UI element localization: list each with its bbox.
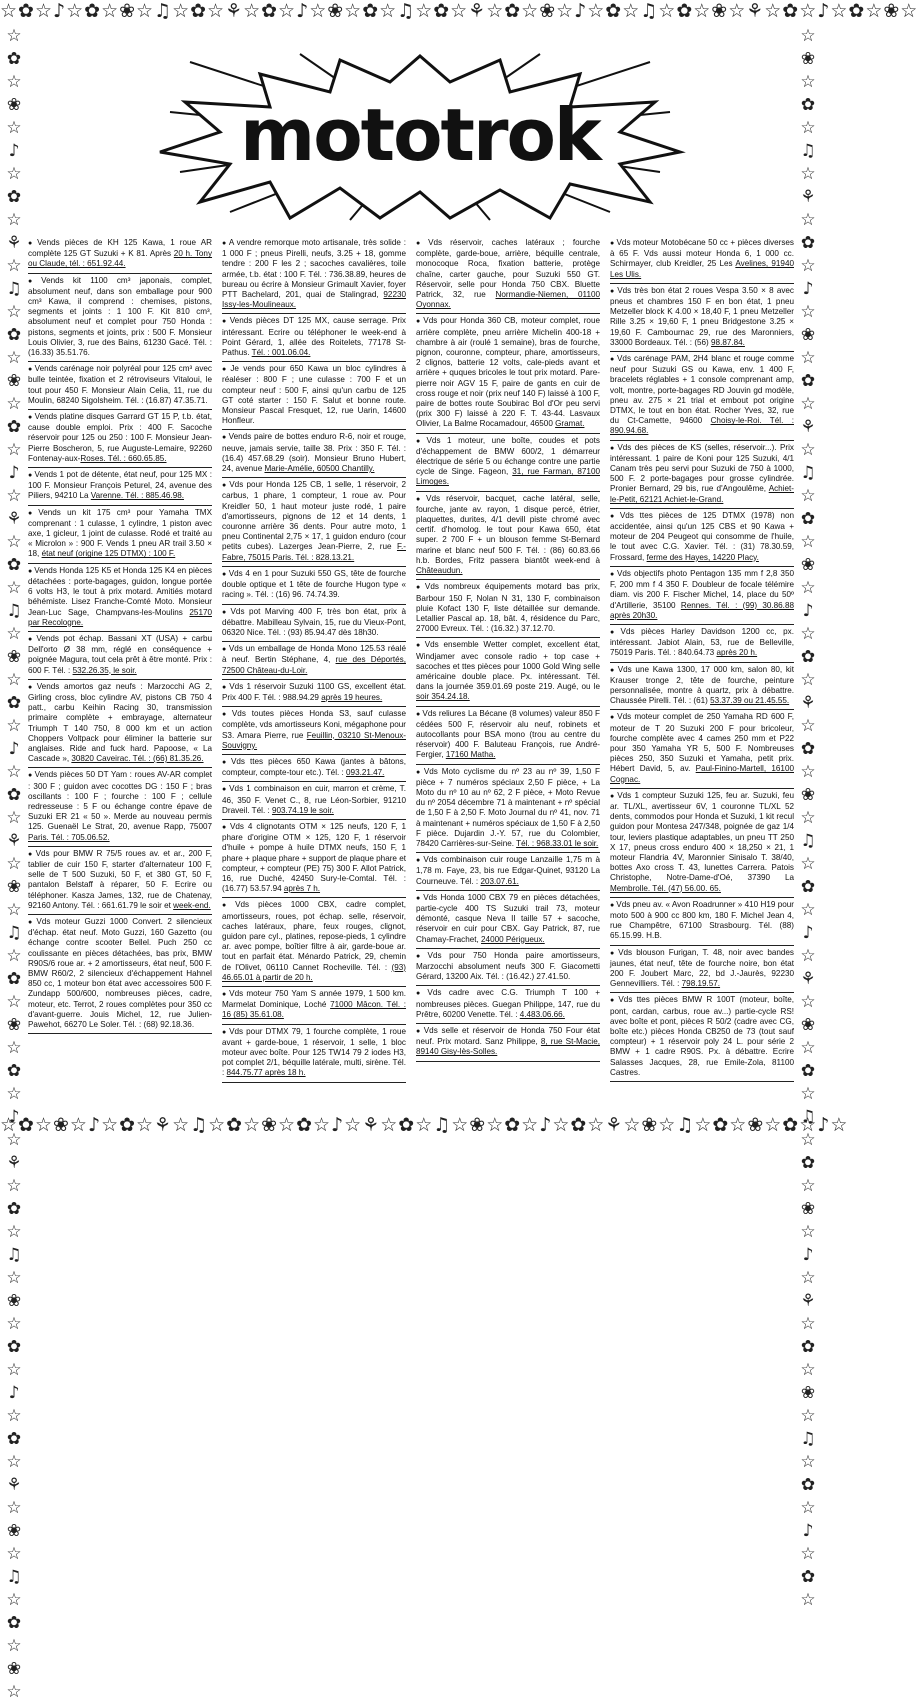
ad-text: Vds ttes pièces de 125 DTMX (1978) non accidentée, ainsi qu'un 125 CBS et 90 Kawa + moteur de 204 Peugeot qui consomme de l'huile, le tout avec C.G. Xavier. Tél. : (31) 78.30.59, Frossard, bbox=[610, 510, 794, 562]
classified-ad bbox=[222, 362, 406, 430]
bullet-icon: ● bbox=[222, 991, 228, 998]
ad-contact: (93) 46.65.01 à partir de 20 h. bbox=[222, 962, 406, 982]
classified-ad bbox=[28, 915, 212, 1034]
classified-ad bbox=[222, 707, 406, 755]
bullet-icon: ● bbox=[222, 823, 228, 831]
ad-text: Vends amortos gaz neufs : Marzocchi AG 2, Girling cross, bloc cylindre AV, pistons CB 750 4 patt., carbu Keihin Racing 30, transmission primaire complète + embrayage, alternateur Triumph T 140 750, 8 000 km et un action Choppers Voltpack pour éliminer la batterie sur anglaises. Ride and fuck hard. Papoose, « La Cascade », bbox=[28, 681, 212, 764]
ad-contact: 71000 Mâcon. Tél. : 16 (85) 35.61.08. bbox=[222, 1000, 407, 1020]
ad-text: A vendre remorque moto artisanale, très solide : 1 000 F ; pneus Pirelli, neufs, 3.25 + 18, gomme tendre : 200 F les 2 ; sacoches cavalières, toile armée, t.b. état : 100 F. Tél. : 736.38.89, heures de bureau ou écrire à Monsieur Grimault Xavier, foyer PTT Bachelard, 201, quai de Stalingrad, bbox=[222, 238, 406, 300]
ad-contact: week-end. bbox=[173, 900, 211, 910]
classified-ad bbox=[28, 847, 212, 915]
bullet-icon: ● bbox=[28, 366, 33, 374]
ad-text: Vends pièces de KH 125 Kawa, 1 roue AR complète 125 GT Suzuki + K 81. Après bbox=[28, 238, 213, 259]
classified-ad bbox=[222, 236, 406, 314]
ad-contact: 903.74.19 le soir. bbox=[271, 805, 334, 815]
bullet-icon: ● bbox=[610, 714, 616, 722]
classified-ad bbox=[222, 1025, 406, 1083]
ad-text: Vds Moto cyclisme du nº 23 au nº 39, 1,50 F pièce + 7 numéros spéciaux 2,50 F pièce, + La Moto du nº 10 au nº 62, 2 F pièce, + Moto Revue du nº 2054 décembre 71 à maintenant + nº spécial de 1,50 F à 2,50 F. Moto Journal du nº 41, nov. 71 à maintenant + numéros spéciaux de 1,50 F à 2,50 F pièce. Dujardin J.-Y. 57, rue du Colombier, 78420 Carrières-sur-Seine. bbox=[416, 766, 600, 848]
ad-text: Vends Honda 125 K5 et Honda 125 K4 en pièces détachées : porte-bagages, guidon, longue portée 6 volts H3, le tout à prix motard. Amitiés motard béhémiste. Lisez Franche-Comté Moto. Monsieur Jean-Luc Sage, Champvans-les-Moulins bbox=[28, 565, 212, 617]
bullet-icon: ● bbox=[610, 570, 615, 578]
ad-contact: 24000 Périgueux. bbox=[481, 934, 545, 944]
bullet-icon: ● bbox=[222, 758, 229, 766]
ad-text: Je vends pour 650 Kawa un bloc cylindres à réaléser : 800 F ; une culasse : 700 F et un compteur neuf : 500 F, ainsi qu'un carbu de 125 GT coté starter : 150 F. Salut et bonne route. Monsieur Pascal Fresquet, 12, rue Uarin, 14600 Honfleur. bbox=[222, 364, 406, 426]
classified-ad bbox=[28, 680, 212, 769]
classified-ad bbox=[28, 468, 212, 506]
logo-title: mototrok bbox=[240, 93, 600, 177]
classified-ad bbox=[416, 580, 600, 638]
ad-contact: 093.21.47. bbox=[346, 768, 385, 778]
ad-text: Vds 4 clignotants OTM × 125 neufs, 120 F, 1 phare d'origine OTM × 125, 120 F, 1 réservoir d'huile + pompe à huile DTMX neufs, 150 F, 1 phare + plaque phare + support de plaque phare et compteur, + compteur (PE) 75) 300 F. Allot Patrick, 16, rue Duché, 42450 Sury-le-Comtal. Tél. : (16.77) 53.57.94 bbox=[222, 821, 406, 894]
classified-ad bbox=[28, 632, 212, 680]
classified-ad bbox=[222, 567, 406, 605]
ad-text: Vds combinaison cuir rouge Lanzaille 1,75 m à 1,78 m. Faye, 23, bis rue Edgar-Quinet, 93120 La Courneuve. Tél. : bbox=[416, 855, 600, 886]
ad-contact: 30820 Caveirac. Tél. : (66) 81.35.26. bbox=[71, 754, 204, 764]
bullet-icon: ● bbox=[416, 495, 425, 503]
ad-text: Vds un emballage de Honda Mono 125.53 réalé à neuf. Bertin Stéphane, 4, bbox=[222, 644, 406, 665]
ad-text: Vds une Kawa 1300, 17 000 km, salon 80, kit Krauser tronge 2, tête de fourche, peinture personnalisée, montre à quartz, prix à débattre. Chaussée Pirelli. Tél. : (61) bbox=[610, 664, 794, 706]
ad-contact: rue des Déportés, 72500 Château-du-Loir. bbox=[222, 655, 406, 675]
classified-ad bbox=[416, 314, 600, 433]
ad-text: Vds pneu av. « Avon Roadrunner » 410 H19 pour moto 500 à 900 cc 800 km, 180 F. Michel Jean 4, rue Champêtre, 67100 Strasbourg. Tél. (88) 65.15.99. H.B. bbox=[610, 899, 794, 941]
bullet-icon: ● bbox=[222, 366, 229, 374]
bullet-icon: ● bbox=[28, 635, 35, 643]
bullet-icon: ● bbox=[222, 902, 234, 910]
bullet-icon: ● bbox=[28, 918, 35, 926]
ad-text: Vds moteur 750 Yam S année 1979, 1 500 km. Marmelat Dominique, Loché bbox=[222, 989, 407, 1010]
ad-contact: 4.483.06.66. bbox=[519, 1009, 565, 1019]
classified-ad bbox=[28, 506, 212, 564]
ad-contact: Tél. : 968.33.01 le soir. bbox=[516, 838, 599, 848]
mototrok-logo bbox=[150, 52, 690, 222]
classified-ad bbox=[416, 949, 600, 987]
bullet-icon: ● bbox=[416, 768, 422, 776]
ad-text: Vds ttes pièces 650 Kawa (jantes à bâtons, compteur, compte-tour etc.). Tél. : bbox=[222, 756, 407, 778]
ad-text: Vds cadre avec C.G. Triumph T 100 + nombreuses pièces. Guegan Philippe, 147, rue du Prêtre, 60200 Venette. Tél. : bbox=[416, 988, 601, 1019]
ad-text: Vends pot échap. Bassani XT (USA) + carbu Dell'orto Ø 38 mm, réglé en conséquence + poignée Magura, tout cela prêt à être monté. Prix : 600 F. Tél. : bbox=[28, 633, 212, 675]
bullet-icon: ● bbox=[610, 287, 616, 295]
classified-ad bbox=[416, 236, 600, 314]
bullet-icon: ● bbox=[28, 414, 33, 422]
classified-ad bbox=[610, 946, 794, 994]
bullet-icon: ● bbox=[28, 509, 37, 517]
bullet-icon: ● bbox=[222, 786, 228, 794]
ad-text: Vds ttes pièces BMW R 100T (moteur, boîte, pont, cardan, carbus, roue av...) partie-cycle RS! avec boîte et pont, pièces R 50/2 (cadre avec CG, boîte etc.) pièces Honda CB250 de 73 (tout sauf compteur) + 1 réservoir poly 24 L. pour série 2 BMW + 1 cadre R90S. Px. à débattre. Ecrire Salasses Jacques, 28, rue Emile-Zola, 81100 Castres. bbox=[610, 995, 794, 1077]
ad-text: Vds toutes pièces Honda S3, sauf culasse complète, vds amortisseurs Koni, mégaphone pour S3. Amara Pierre, rue bbox=[222, 709, 406, 740]
bullet-icon: ● bbox=[416, 318, 422, 326]
classified-ad bbox=[222, 478, 406, 567]
bullet-icon: ● bbox=[416, 584, 423, 592]
ad-contact: état neuf (origine 125 DTMX) : 100 F. bbox=[41, 549, 176, 559]
classified-ad bbox=[610, 352, 794, 441]
ad-text: Vds pour 750 Honda paire amortisseurs, Marzocchi absolument neufs 300 F. Giacometti Gérard, 13200 Aix. Tél. : (16.42.) 27.41.50. bbox=[416, 950, 600, 982]
bullet-icon: ● bbox=[610, 792, 616, 800]
classified-ad bbox=[222, 987, 406, 1025]
bullet-icon: ● bbox=[28, 683, 35, 691]
ad-text: Vds 1 combinaison en cuir, marron et crème, T. 46, 350 F. Venet C., 8, rue Léon-Sorbier, 91210 Draveil. Tél. : bbox=[222, 784, 406, 815]
column-4 bbox=[610, 236, 794, 1116]
classified-ad bbox=[416, 891, 600, 949]
ad-text: Vds reliures La Bécane (8 volumes) valeur 850 F cédées 500 F, réservoir alu neuf, robinets et autocollants pour BSA mono (trou au centre du réservoir) 400 F. Baluteau François, rue André-Fergier, bbox=[416, 708, 600, 760]
bullet-icon: ● bbox=[222, 318, 228, 326]
classified-ad bbox=[416, 765, 600, 854]
bullet-icon: ● bbox=[610, 666, 616, 674]
bullet-icon: ● bbox=[222, 1028, 228, 1036]
bullet-icon: ● bbox=[610, 628, 619, 636]
classified-ad bbox=[222, 605, 406, 643]
ad-text: Vends carénage noir polyréal pour 125 cm³ avec bulle teintée, fixation et 2 rétroviseurs Vitaloui, le tout pour 450 F. Monsieur Alain Celia, 11, rue du Moulin, 68240 Sigolsheim. Tél. : (16.87) 47.35.71. bbox=[28, 364, 212, 405]
bullet-icon: ● bbox=[28, 772, 33, 780]
classified-ad bbox=[610, 789, 794, 898]
bullet-icon: ● bbox=[222, 608, 229, 616]
ad-text: Vends kit 1100 cm³ japonais, complet, absolument neuf, dans son emballage pour 900 cm³ Kawa, il comprend : chemises, pistons, segments et joints : 1 100 F. Kit 810 cm³, absolument neuf et complet pour 750 Honda : pistons, segments et joints, prix : 500 F. Monsieur Louis Olivier, 3, rue des Bains, 61230 Gacé. Tél. : (16.33) 35.51.76. bbox=[28, 275, 212, 358]
ad-contact: 203.07.61. bbox=[480, 876, 519, 886]
classified-ad bbox=[610, 284, 794, 352]
bullet-icon: ● bbox=[416, 990, 426, 998]
bullet-icon: ● bbox=[222, 482, 228, 490]
ad-contact: après 20 h. bbox=[716, 648, 758, 658]
ad-text: Vds pièces 1000 CBX, cadre complet, amortisseurs, roues, pot échap. selle, réservoir, caches latéraux, phare, feux rouges, clignot, guidon pare cyl., platines, repose-pieds, 1 cylindre ar. avec pompe, boîtier filtre à air, garde-boue ar. tout en parfait état. Ménardo Patrick, 29, chemin de l'Olivet, 06110 Cannet Rocheville. Tél. : bbox=[222, 900, 407, 972]
ad-contact: après 7 h. bbox=[283, 884, 321, 894]
ad-text: Vds pièces Harley Davidson 1200 cc, px. intéressant. Jabiot Alain, 53, rue de Belleville, 75019 Paris. Tél. : 840.64.73 bbox=[610, 626, 794, 658]
classified-ad bbox=[222, 782, 406, 820]
bullet-icon: ● bbox=[416, 1028, 422, 1036]
classified-ad bbox=[610, 993, 794, 1082]
ad-text: Vds blouson Furigan, T. 48, noir avec bandes jaunes, état neuf, tête de fourche noire, bon état 200 F. Joubert Marc, 22, bd J.-Jaurès, 92230 Gennevilliers. Tél. : bbox=[610, 947, 794, 989]
ad-contact: Normandie-Niemen, 01100 Oyonnax. bbox=[416, 290, 600, 310]
bullet-icon: ● bbox=[610, 356, 616, 364]
ad-text: Vds ensemble Wetter complet, excellent état, Windjamer avec console radio + top case + sacoches et ttes pièces pour 1000 Gold Wing selle américaine double place. Px. intéressant. Tél. dans la journée 359.01.69 poste 219. Augé, ou le bbox=[416, 640, 600, 692]
classified-ad bbox=[222, 642, 406, 680]
ad-text: Vds moteur Motobécane 50 cc + pièces diverses à 65 F. Vds aussi moteur Honda 6, 1 000 cc. Schirmayer, club Kreidler, 25 Les bbox=[610, 238, 794, 269]
ad-contact: soir 354.24.18. bbox=[416, 692, 470, 702]
ad-text: Vds 4 en 1 pour Suzuki 550 GS, tête de fourche double optique et 1 tête de fourche Hugon type « racing ». Tél. : (16) 96. 74.74.39. bbox=[222, 568, 406, 600]
ad-contact: F.-Fabre, 75015 Paris. Tél. : 828.13.21. bbox=[222, 542, 406, 562]
bullet-icon: ● bbox=[610, 949, 617, 957]
classified-ad bbox=[222, 430, 406, 478]
bullet-icon: ● bbox=[222, 683, 228, 691]
classified-ad bbox=[610, 898, 794, 946]
ad-contact: Achiet-le-Petit, 62121 Achiet-le-Grand. bbox=[610, 484, 794, 504]
column-2 bbox=[222, 236, 406, 1116]
ad-text: Vds Honda 1000 CBX 79 en pièces détachées, partie-cycle 400 TS Suzuki trail 73, moteur démonté, casque Neva II taille 57 + sacoche, réservoir en cuir pour CBX. Gay Patrick, 87, rue Chamay-Frachet, bbox=[416, 892, 600, 944]
ad-text: Vds très bon état 2 roues Vespa 3.50 × 8 avec pneus et chambres 150 F en bon état, 1 pneu Metzeller block K 4.00 × 18,40 F, 1 pneu Metzeller Rille 3.25 × 19,60 F, 1 pneu Bridgestone 3.25 × 19,60 F. Cambournac 29, rue des Maronniers, 33000 Bordeaux. Tél. : (56) bbox=[610, 285, 794, 347]
ad-text: Vds 1 compteur Suzuki 125, feu ar. Suzuki, feu ar. TL/XL, avertisseur 6V, 1 couronne TL/XL 52 dents, commodos pour Honda et Suzuki, 1 kit recul guidon pour Montesa 247/348, poignée de gaz 1/4 tour, leviers plastique adaptables, un pneu TT 250 X 17, pneus cross enduro 400 × 18,250 × 21, 1 moteur Flandria 4V, Maronnier Sinisalo T. 38/40, bottes Axo cross T. 43, lunettes Carrera. Patois Christophe, Notre-Dame-d'Oé, 37390 La bbox=[610, 790, 794, 883]
classified-ad bbox=[28, 768, 212, 846]
bullet-icon: ● bbox=[416, 240, 427, 247]
bullet-icon: ● bbox=[416, 642, 423, 650]
bullet-icon: ● bbox=[222, 240, 227, 247]
ad-contact: 20 h. Tony ou Claude, tél. : 651.92.44. bbox=[28, 249, 213, 269]
ad-contact: 98.87.84. bbox=[711, 337, 745, 347]
classified-ad bbox=[222, 898, 406, 987]
ad-contact: Varenne. Tél. : 885.46.98. bbox=[90, 491, 184, 501]
classified-ad bbox=[610, 710, 794, 788]
classified-ad bbox=[222, 755, 406, 782]
ad-contact: Avelines, 91940 Les Ulis. bbox=[610, 259, 794, 279]
classified-ad bbox=[222, 314, 406, 362]
doodle-border-left: ☆✿☆❀☆♪☆✿☆⚘☆♫☆✿☆❀☆✿☆♪☆⚘☆✿☆♫☆❀☆✿☆♪☆✿☆⚘☆❀☆♫☆✿☆❀☆✿☆♪☆⚘☆✿☆♫☆❀☆✿☆♪☆✿☆⚘☆❀☆♫☆✿☆❀☆ bbox=[4, 26, 24, 1705]
ad-contact: Paul-Finino-Martell, 16100 Cognac. bbox=[610, 764, 794, 784]
classified-ad bbox=[416, 638, 600, 706]
classified-ad bbox=[610, 441, 794, 509]
doodle-border-bottom: ☆✿☆❀☆♪☆✿☆⚘☆♫☆✿☆❀☆✿☆♪☆⚘☆✿☆♫☆❀☆✿☆♪☆✿☆⚘☆❀☆♫☆✿☆❀☆✿☆♪☆ bbox=[0, 1114, 849, 1136]
classified-ad bbox=[416, 492, 600, 581]
classified-ad bbox=[416, 986, 600, 1024]
bullet-icon: ● bbox=[28, 567, 33, 575]
ad-contact: Rennes. Tél. : (99) 30.86.88 après 20h30. bbox=[610, 600, 794, 620]
classified-ad bbox=[222, 680, 406, 707]
classified-ad bbox=[28, 362, 212, 410]
bullet-icon: ● bbox=[28, 240, 36, 247]
ad-text: Vds pour DTMX 79, 1 fourche complète, 1 roue avant + garde-boue, 1 réservoir, 1 selle, 1 bloc moteur avec boîte. Pour 125 TW14 79 2 iodes H3, pot complet 2/1, béquille latérale, multi, sirène. Tél. : bbox=[222, 1026, 406, 1078]
ad-contact: Gramat. bbox=[555, 419, 585, 429]
bullet-icon: ● bbox=[222, 570, 227, 578]
classified-ad bbox=[610, 663, 794, 711]
bullet-icon: ● bbox=[222, 711, 230, 719]
bullet-icon: ● bbox=[416, 857, 422, 865]
ad-text: Vends 1 pot de détente, état neuf, pour 125 MX : 100 F. Monsieur François Peturel, 24, avenue des Piliers, 94210 La bbox=[28, 470, 212, 501]
classified-ad bbox=[416, 707, 600, 765]
ad-contact: Choisy-le-Roi. Tél. : 890.94.68. bbox=[610, 416, 794, 436]
ad-text: Vends paire de bottes enduro R-6, noir et rouge, neuve, jamais servie, taille 38. Prix : 350 F. Tél. : (16.4) 457.68.29 (soir). Monsieur Bruno Hubert, 24, avenue bbox=[222, 432, 406, 474]
classified-ad bbox=[416, 1024, 600, 1062]
ad-contact: Feuillin, 03210 St-Menoux-Souvigny. bbox=[222, 730, 406, 750]
ad-contact: 798.19.57. bbox=[681, 979, 721, 989]
classified-ad bbox=[610, 509, 794, 567]
classified-ad bbox=[28, 564, 212, 632]
ad-text: Vds carénage PAM, 2H4 blanc et rouge comme neuf pour Suzuki GS ou Kawa, env. 1 400 F, bracelets réglables + 1 console comprenant amp, volt, montre, porte-bagages RD Jouvin gd modèle, pneu av. 275 × 21 trial et embout pot origine DTMX, le tout en bon état. Rocher Yves, 32, rue du Ct-Camette, 94600 bbox=[610, 354, 794, 426]
ad-contact: 92230 Issy-les-Moulineaux. bbox=[222, 290, 406, 310]
ad-contact: Paris. Tél. : 705.06.52. bbox=[28, 832, 110, 842]
ad-text: Vds moteur Guzzi 1000 Convert. 2 silencieux d'échap. état neuf. Moto Guzzi, 160 Gazetto (ou échange contre scooter Bellel. Puch 250 cc coulissante en pièces détachées, bas prix, BMW R90S/6 roue ar. + 2 amortisseurs, état neuf, 500 F. BMW R60/2, 2 silencieux d'échappement Hahnel 850 cc, 1 moteur bon état avec accessoires 500 F. Zundapp 500/600, nombreuses pièces, cadre, moteur, etc. Terrot, 2 roues complètes pour 350 cc d'avant-guerre. Jouis Michel, 12, rue Julien-Pawehot, 66270 Le Soler. Tél. : (68) 92.18.36. bbox=[28, 916, 212, 1030]
ad-text: Vends un kit 175 cm³ pour Yamaha TMX comprenant : 1 culasse, 1 cylindre, 1 piston avec axe, 1 gicleur, 1 joint de culasse. Rodé et traité au « Microlon » : 900 F. Vends 1 pneu AR trail 3.50 × 18, bbox=[28, 507, 212, 559]
ad-contact: 25170 par Recologne. bbox=[28, 607, 212, 627]
ad-text: Vds selle et réservoir de Honda 750 Four état neuf. Prix motard. Sanz Philippe, bbox=[416, 1026, 600, 1047]
bullet-icon: ● bbox=[222, 646, 227, 654]
doodle-border-right: ☆❀☆✿☆♫☆⚘☆✿☆♪☆❀☆✿☆⚘☆♫☆✿☆❀☆♪☆✿☆⚘☆✿☆❀☆♫☆✿☆♪☆⚘☆❀☆✿☆♫☆✿☆❀☆♪☆⚘☆✿☆❀☆♫☆✿☆♪☆✿☆ bbox=[798, 26, 818, 1613]
ad-text: Vends pièces DT 125 MX, cause serrage. Prix intéressant. Ecrire ou téléphoner le week-end à Point Gérard, 1, allée des Roitelets, 77178 St-Pathus. bbox=[222, 316, 406, 358]
ad-contact: Châteaudun. bbox=[416, 566, 463, 576]
ad-contact: ferme des Hayes, 14220 Placy. bbox=[646, 552, 759, 562]
bullet-icon: ● bbox=[28, 850, 34, 858]
ad-text: Vds 1 réservoir Suzuki 1100 GS, excellent état. Prix 400 F. Tél. : 988.94.29 bbox=[222, 681, 407, 702]
ad-text: Vds 1 moteur, une boîte, coudes et pots d'échappement de BMW 600/2, 1 démarreur électrique de série 5 ou échange contre une partie cycle de Singe. Fageon, bbox=[416, 435, 600, 477]
classified-ad bbox=[610, 625, 794, 663]
ad-text: Vds moteur complet de 250 Yamaha RD 600 F, moteur de T 20 Suzuki 200 F pour bricoleur, fourche complète avec 4 cames 250 mm et P22 pour 350 Yamaha YR 5, 500 F. Nombreuses pièces 250, 350 Suzuki et Yamaha, petit prix. Hébert David, 5, av. bbox=[610, 712, 795, 774]
ad-text: Vds nombreux équipements motard bas prix, Barbour 150 F, Nolan N 31, 130 F, combinaison pluie Kofact 130 F, liste détaillée sur demande. Letallier Pascal ap. 18, bât. 4, résidence du Parc, 27000 Evreux. Tél. : (16.32.) 37.12.70. bbox=[416, 582, 600, 634]
ad-contact: 8, rue St-Macie, 89140 Gisy-lès-Solles. bbox=[416, 1037, 600, 1057]
bullet-icon: ● bbox=[28, 472, 33, 480]
ad-text: Vds réservoir, bacquet, cache latéral, selle, fourche, jante av. rayon, 1 disque percé, étrier, plaquettes, durites, 4/1 devill piste chromé avec certif. d'homolog. le tout pour Kawa 650, état super. 2 700 F + un blouson femme St-Bernard marine et blanc neuf 500 F. Tél. : (86) 60.83.66 h.b. Bordes, Fritz passera biantôt week-end à bbox=[416, 493, 601, 565]
bullet-icon: ● bbox=[610, 997, 617, 1005]
ad-contact: 532.26.35, le soir. bbox=[72, 665, 137, 675]
classified-ad bbox=[28, 410, 212, 468]
column-1 bbox=[28, 236, 212, 1116]
bullet-icon: ● bbox=[28, 277, 40, 285]
ad-text: Vds objectifs photo Pentagon 135 mm f 2,8 350 F, 200 mm f 4 350 F. Doubleur de focale télémire diam. vis 200 F. Fischer Michel, 14, place du 50º d'Artillerie, 35100 bbox=[610, 568, 794, 610]
ad-text: Vds pour BMW R 75/5 roues av. et ar., 200 F, tablier de cuir 150 F, starter d'alternateur 100 F, selle de T 500 Suzuki, 50 F, et 380 GT, 50 F, pantalon Belstaff à réparer, 50 F. Ecrire ou téléphoner. Kasza James, 132, rue de Chatenay, 92160 Antony. Tél. : 661.61.79 le soir et bbox=[28, 848, 213, 910]
ad-text: Vends pièces 50 DT Yam : roues AV-AR complet : 300 F ; guidon avec cocottes DG : 150 F ; bras oscillants : 100 F ; fourche : 100 F ; cellule redresseuse : 5 F ou échange contre épave de Suzuki ER 21 « 50 ». Merde au nouveau permis 125. Guenaël Le Strat, 20, avenue Rapp, 75007 bbox=[28, 770, 213, 832]
classified-ad bbox=[28, 236, 212, 274]
bullet-icon: ● bbox=[610, 901, 615, 909]
bullet-icon: ● bbox=[416, 952, 426, 960]
ad-text: Vds pour Honda 360 CB, moteur complet, roue arrière complète, pneu arrière Michelin 400-18 + chambre à air (roulé 1 semaine), bras de fourche, pignon, couronne, compteur, phare, amortisseurs, 2 clignos, batterie 12 volts, cale-pieds avant et arrière + quques bricoles le tout prix motard. Pare-pierre noir AGV 15 F, paire de gants en cuir de cross rouge et noir (prix neuf 140 F) laissé à 100 F, paire de bottes route Soubirac Bol d'Or peu servi (prix 300 F) laissé à 220 F. T. 43-44. Lasvaux Olivier, La Balme Rocamadour, 46500 bbox=[416, 316, 600, 429]
ad-contact: Tél. : 001.06.04. bbox=[251, 348, 311, 358]
ad-text: Vds des pièces de KS (selles, réservoir...). Prix intéressant. 1 paire de Koni pour 125 Suzuki, 4/1 Canam très peu servi pour Suzuki de 750 à 1000, 500 F. 2 porte-bagages pour grosse cylindrée. Pronier Bernard, 29 bis, rue d'Angoulême, bbox=[610, 442, 794, 494]
ad-contact: 31, rue Farman, 87100 Limoges. bbox=[416, 467, 600, 487]
classified-ad bbox=[28, 274, 212, 363]
ad-contact: 53.37.39 ou 21.45.55. bbox=[710, 696, 790, 706]
classified-ad bbox=[610, 236, 794, 284]
classified-ad bbox=[222, 820, 406, 898]
ad-contact: Marie-Amélie, 60500 Chantilly. bbox=[264, 464, 375, 474]
ad-contact: Membrolle. Tél. (47) 56.00. 65. bbox=[610, 883, 721, 893]
ad-contact: après 19 heures. bbox=[321, 692, 383, 702]
bullet-icon: ● bbox=[416, 894, 422, 902]
bullet-icon: ● bbox=[222, 434, 227, 442]
ad-contact: 17160 Matha. bbox=[445, 750, 496, 760]
classified-ad bbox=[416, 434, 600, 492]
bullet-icon: ● bbox=[610, 444, 616, 452]
ad-contact: Roses. Tél. : 660.65.85. bbox=[80, 453, 167, 463]
bullet-icon: ● bbox=[416, 710, 421, 718]
column-3 bbox=[416, 236, 600, 1116]
ad-text: Vds réservoir, caches latéraux ; fourche complète, garde-boue, arrière, béquille centrale, monocoque Roca, fixation batterie, protège chaîne, carter gauche, pour Suzuki 550 GT. Réservoir, selle pour Honda 750 CBX. Bluette Patrick, 32, rue bbox=[416, 238, 600, 300]
classified-ad bbox=[610, 567, 794, 625]
doodle-border-top: ☆✿☆♪☆✿☆❀☆♫☆✿☆⚘☆✿☆♪☆❀☆✿☆♫☆✿☆⚘☆✿☆❀☆♪☆✿☆♫☆✿☆❀☆⚘☆✿☆♪☆✿☆❀☆ bbox=[0, 0, 918, 22]
ad-text: Vds pot Marving 400 F, très bon état, prix à débattre. Mabilleau Sylvain, 15, rue du Vieux-Pont, 06320 Nice. Tél. : (93) 85.94.47 dès 18h30. bbox=[222, 606, 406, 637]
ad-text: Vends platine disques Garrard GT 15 P, t.b. état, cause double emploi. Prix : 400 F. Sacoche réservoir pour 125 ou 250 : 100 F. Monsieur Jean-Pierre Boscheron, 5, rue Auguste-Lemaire, 92260 Fontenay-aux- bbox=[28, 412, 212, 463]
bullet-icon: ● bbox=[610, 240, 615, 247]
bullet-icon: ● bbox=[416, 437, 425, 445]
classified-ad bbox=[416, 853, 600, 891]
ad-contact: 844.75.77 après 18 h. bbox=[226, 1068, 306, 1078]
bullet-icon: ● bbox=[610, 512, 618, 520]
ad-text: Vds pour Honda 125 CB, 1 selle, 1 réservoir, 2 carbus, 1 phare, 1 compteur, 1 roue av. Pour Kreidler 50, 1 haut moteur juste rodé, 1 paire d'amortisseurs, pignons de 12 et 14 dents, 1 couronne arrière 36 dents. Pour autre moto, 1 pneu Continental 2,75 × 17, 1 guidon enduro (cour petits cubes). Lazerges Jean-Pierre, 2, rue bbox=[222, 480, 406, 552]
